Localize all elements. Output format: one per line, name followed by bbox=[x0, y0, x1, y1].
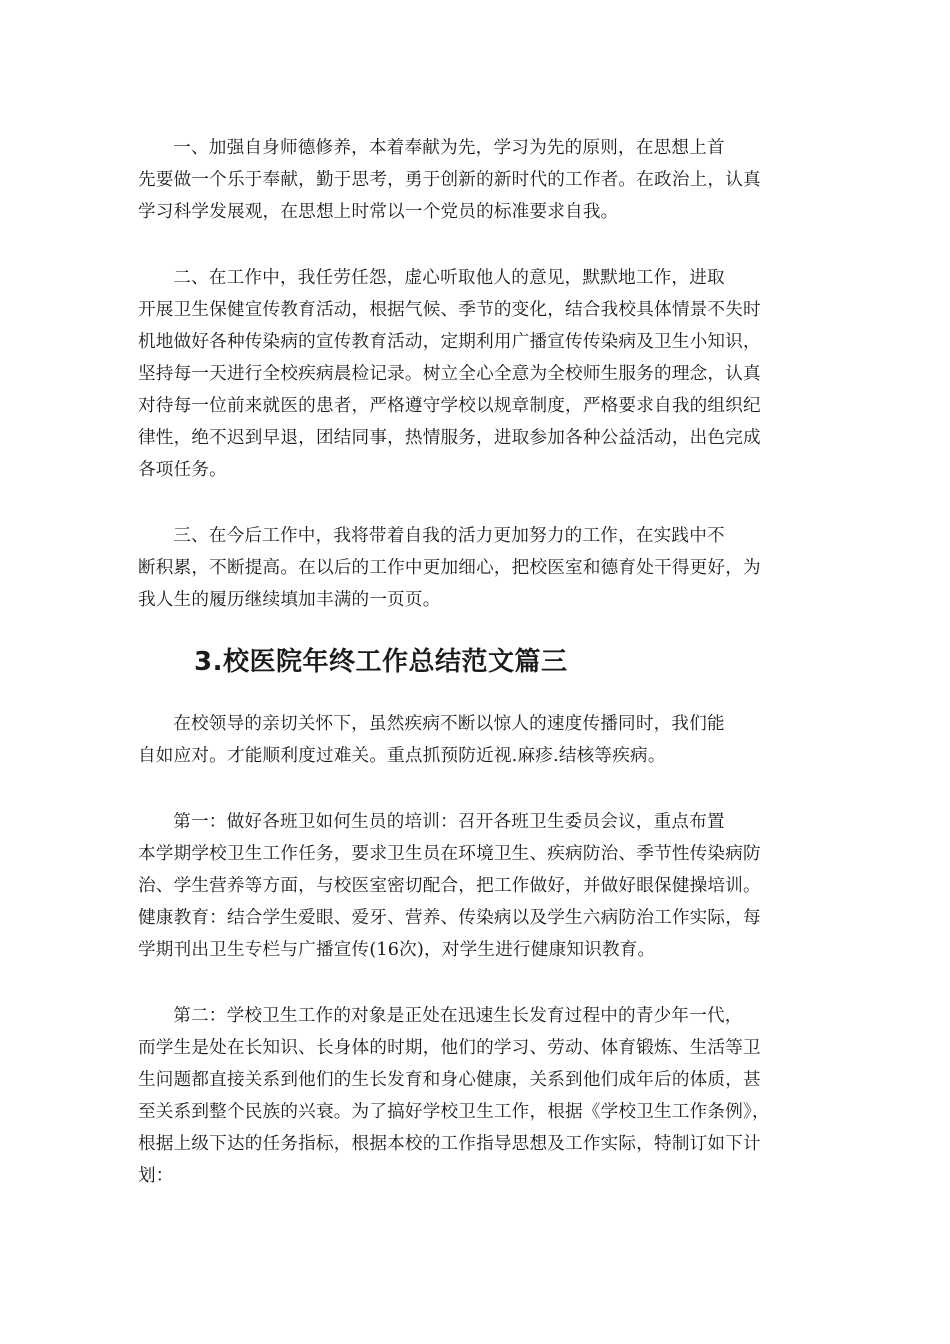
text-line: 至关系到整个民族的兴衰。为了搞好学校卫生工作，根据《学校卫生工作条例》， bbox=[138, 1102, 770, 1122]
text-line: 生问题都直接关系到他们的生长发育和身心健康，关系到他们成年后的体质，甚 bbox=[138, 1070, 761, 1090]
text-line: 对待每一位前来就医的患者，严格遵守学校以规章制度，严格要求自我的组织纪 bbox=[138, 396, 761, 416]
section-heading: 3.校医院年终工作总结范文篇三 bbox=[194, 647, 568, 677]
text-line: 三、在今后工作中，我将带着自我的活力更加努力的工作，在实践中不 bbox=[173, 526, 725, 546]
text-line: 根据上级下达的任务指标，根据本校的工作指导思想及工作实际，特制订如下计 bbox=[138, 1134, 761, 1154]
text-line: 机地做好各种传染病的宣传教育活动，定期利用广播宣传传染病及卫生小知识， bbox=[138, 332, 761, 352]
text-line: 坚持每一天进行全校疾病晨检记录。树立全心全意为全校师生服务的理念，认真 bbox=[138, 364, 761, 384]
text-line: 律性，绝不迟到早退，团结同事，热情服务，进取参加各种公益活动，出色完成 bbox=[138, 428, 761, 448]
paragraph-1 bbox=[138, 132, 814, 228]
text-line: 先要做一个乐于奉献，勤于思考，勇于创新的新时代的工作者。在政治上，认真 bbox=[138, 170, 761, 190]
paragraph-5 bbox=[138, 806, 814, 966]
text-line: 第一：做好各班卫如何生员的培训：召开各班卫生委员会议，重点布置 bbox=[173, 812, 725, 832]
text-line: 断积累，不断提高。在以后的工作中更加细心，把校医室和德育处干得更好，为 bbox=[138, 558, 761, 578]
text-line: 一、加强自身师德修养，本着奉献为先，学习为先的原则，在思想上首 bbox=[173, 138, 725, 158]
text-line: 治、学生营养等方面，与校医室密切配合，把工作做好，并做好眼保健操培训。 bbox=[138, 876, 761, 896]
text-line: 学习科学发展观，在思想上时常以一个党员的标准要求自我。 bbox=[138, 202, 619, 222]
text-line: 学期刊出卫生专栏与广播宣传(16次)，对学生进行健康知识教育。 bbox=[138, 940, 656, 960]
text-line: 在校领导的亲切关怀下，虽然疾病不断以惊人的速度传播同时，我们能 bbox=[173, 714, 725, 734]
text-line: 本学期学校卫生工作任务，要求卫生员在环境卫生、疾病防治、季节性传染病防 bbox=[138, 844, 761, 864]
text-line: 开展卫生保健宣传教育活动，根据气候、季节的变化，结合我校具体情景不失时 bbox=[138, 300, 761, 320]
text-line: 二、在工作中，我任劳任怨，虚心听取他人的意见，默默地工作，进取 bbox=[173, 268, 725, 288]
text-line: 而学生是处在长知识、长身体的时期，他们的学习、劳动、体育锻炼、生活等卫 bbox=[138, 1038, 761, 1058]
paragraph-2 bbox=[138, 262, 814, 486]
text-line: 健康教育：结合学生爱眼、爱牙、营养、传染病以及学生六病防治工作实际，每 bbox=[138, 908, 761, 928]
text-line: 第二：学校卫生工作的对象是正处在迅速生长发育过程中的青少年一代， bbox=[173, 1006, 743, 1026]
paragraph-4 bbox=[138, 708, 814, 772]
text-line: 划： bbox=[138, 1166, 174, 1186]
document-page bbox=[138, 132, 814, 1192]
text-line: 各项任务。 bbox=[138, 460, 227, 480]
paragraph-3 bbox=[138, 520, 814, 616]
text-line: 我人生的履历继续填加丰满的一页页。 bbox=[138, 590, 441, 610]
text-line: 自如应对。才能顺利度过难关。重点抓预防近视.麻疹.结核等疾病。 bbox=[138, 746, 666, 766]
paragraph-6 bbox=[138, 1000, 814, 1192]
